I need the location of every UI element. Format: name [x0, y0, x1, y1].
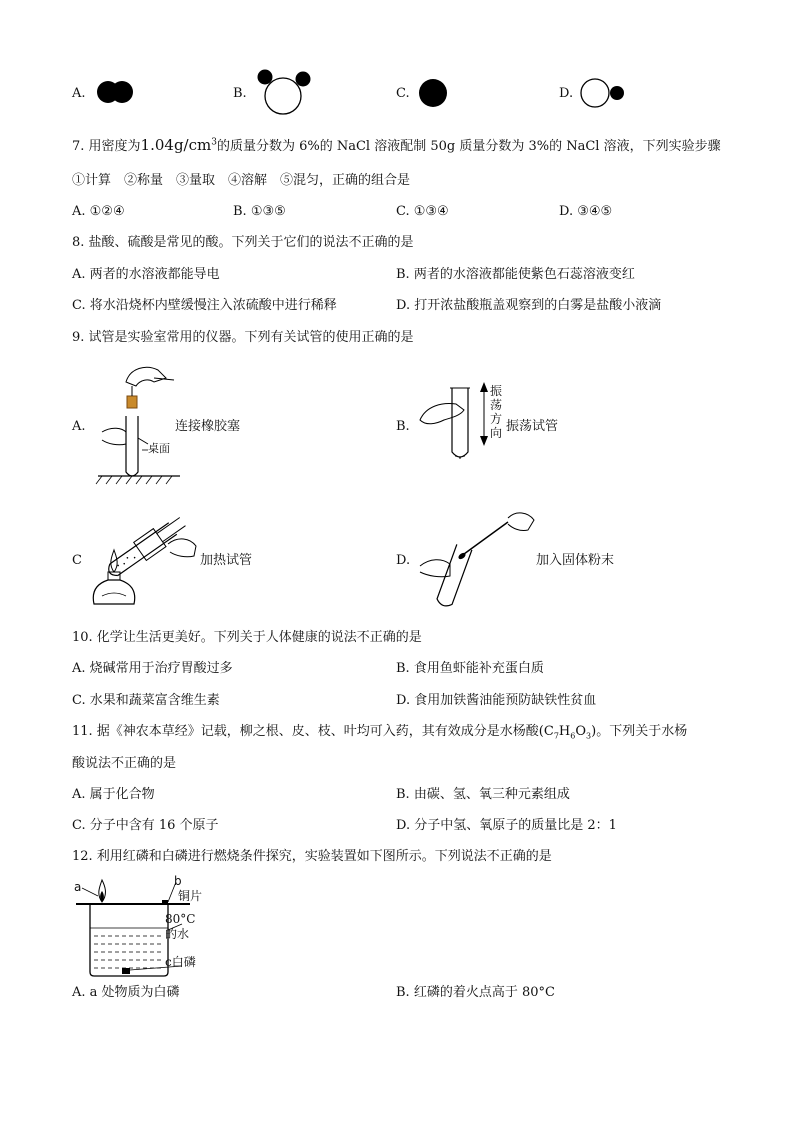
- q9-option-c-label: C: [72, 553, 82, 568]
- q6-option-c-label: C.: [396, 86, 410, 101]
- q10-stem: 10. 化学让生活更美好。下列关于人体健康的说法不正确的是: [72, 630, 422, 645]
- rubber-stopper: [127, 396, 137, 408]
- q8-option-c: C. 将水沿烧杯内壁缓慢注入浓硫酸中进行稀释: [72, 298, 337, 313]
- q12-fig-label-b: b: [174, 874, 182, 888]
- test-tube: [452, 388, 468, 457]
- spatula: [464, 522, 508, 554]
- q8-option-a: A. 两者的水溶液都能导电: [72, 267, 220, 282]
- q12-option-b: B. 红磷的着火点高于 80°C: [396, 985, 555, 1000]
- q9-option-c-caption: 加热试管: [200, 553, 253, 568]
- q9-option-b-label: B.: [396, 419, 410, 434]
- q11-stem: [72, 725, 687, 741]
- q9-b-fig-label-2: 荡: [490, 398, 503, 412]
- q6-option-b-model: [256, 68, 316, 116]
- q12-fig-label-copper: 铜片: [178, 889, 203, 903]
- q7-option-d: D. ③④⑤: [559, 204, 613, 219]
- q9-option-b-caption: 振荡试管: [506, 419, 559, 434]
- q7-option-b: B. ①③⑤: [233, 204, 286, 219]
- q11-option-c: C. 分子中含有 16 个原子: [72, 818, 219, 833]
- q10-option-d: D. 食用加铁酱油能预防缺铁性贫血: [396, 693, 597, 708]
- q9-b-fig-label-4: 向: [490, 426, 503, 440]
- q7-stem-line2: ①计算 ②称量 ③量取 ④溶解 ⑤混匀，正确的组合是: [72, 173, 411, 188]
- q6-option-a-label: A.: [72, 86, 86, 101]
- q11-option-b: B. 由碳、氢、氧三种元素组成: [396, 787, 570, 802]
- atom-white: [581, 79, 609, 107]
- q11-sub-o: 3: [586, 731, 592, 741]
- q10-option-c: C. 水果和蔬菜富含维生素: [72, 693, 220, 708]
- q12-option-a: A. a 处物质为白磷: [72, 985, 180, 1000]
- q11-o: O: [575, 724, 587, 739]
- atom-black-2: [111, 81, 133, 103]
- q11-option-d: D. 分子中氢、氧原子的质量比是 2：1: [396, 818, 617, 833]
- q9-option-d-label: D.: [396, 553, 411, 568]
- q11-h: H: [558, 724, 571, 739]
- q9-option-d-figure: [416, 506, 538, 612]
- q11-stem-line2: 酸说法不正确的是: [72, 756, 177, 771]
- white-phosphorus: [122, 968, 130, 974]
- q9-b-fig-label-1: 振: [490, 384, 503, 398]
- q9-b-fig-label-3: 方: [490, 412, 503, 426]
- q7-option-c: C. ①③④: [396, 204, 449, 219]
- q6-option-a-model: [96, 79, 138, 105]
- q8-option-d: D. 打开浓盐酸瓶盖观察到的白雾是盐酸小液滴: [396, 298, 662, 313]
- q7-stem-post: 的质量分数为 6%的 NaCl 溶液配制 50g 质量分数为 3%的 NaCl 溶液，下列实验步骤: [216, 139, 721, 154]
- q8-stem: 8. 盐酸、硫酸是常见的酸。下列关于它们的说法不正确的是: [72, 235, 414, 250]
- q7-stem-pre: 7. 用密度为: [72, 139, 141, 154]
- alcohol-lamp: [93, 580, 134, 604]
- q9-option-a-figure: [96, 360, 182, 490]
- q12-fig-label-temp: 80°C: [165, 912, 196, 926]
- q9-option-c-figure: [86, 506, 198, 612]
- q9-stem: 9. 试管是实验室常用的仪器。下列有关试管的使用正确的是: [72, 330, 414, 345]
- q6-option-c-model: [418, 78, 450, 110]
- q12-fig-label-a: a: [74, 880, 82, 894]
- atom-white-large: [265, 78, 301, 114]
- q9-option-d-caption: 加入固体粉末: [536, 553, 615, 568]
- q6-option-d-label: D.: [559, 86, 574, 101]
- q9-option-a-caption: 连接橡胶塞: [175, 419, 241, 434]
- q7-stem: [72, 138, 721, 153]
- q12-stem: 12. 利用红磷和白磷进行燃烧条件探究，实验装置如下图所示。下列说法不正确的是: [72, 849, 552, 864]
- q8-option-b: B. 两者的水溶液都能使紫色石蕊溶液变红: [396, 267, 635, 282]
- q6-option-d-model: [580, 78, 628, 110]
- q6-option-b-label: B.: [233, 86, 247, 101]
- q9-a-fig-label-desk: 桌面: [148, 442, 170, 455]
- q10-option-b: B. 食用鱼虾能补充蛋白质: [396, 661, 544, 676]
- q12-fig-label-water: 的水: [165, 927, 190, 941]
- atom-black-single: [419, 79, 447, 107]
- q12-fig-label-c: c白磷: [165, 955, 196, 969]
- q10-option-a: A. 烧碱常用于治疗胃酸过多: [72, 661, 233, 676]
- q11-option-a: A. 属于化合物: [72, 787, 155, 802]
- q11-sub-c: 7: [553, 731, 559, 741]
- q11-stem-pre: 11. 据《神农本草经》记载，柳之根、皮、枝、叶均可入药，其有效成分是水杨酸(C: [72, 724, 554, 739]
- atom-black-left: [258, 70, 273, 85]
- q7-density: 1.04g/cm: [140, 136, 212, 154]
- atom-black-small: [610, 86, 624, 100]
- q7-density-exp: 3: [211, 137, 217, 148]
- q9-option-a-label: A.: [72, 419, 86, 434]
- atom-black-right: [296, 72, 311, 87]
- q11-sub-h: 6: [570, 731, 576, 741]
- q7-option-a: A. ①②④: [72, 204, 125, 219]
- beaker: [90, 904, 168, 976]
- q11-stem-post: )。下列关于水杨: [591, 724, 688, 739]
